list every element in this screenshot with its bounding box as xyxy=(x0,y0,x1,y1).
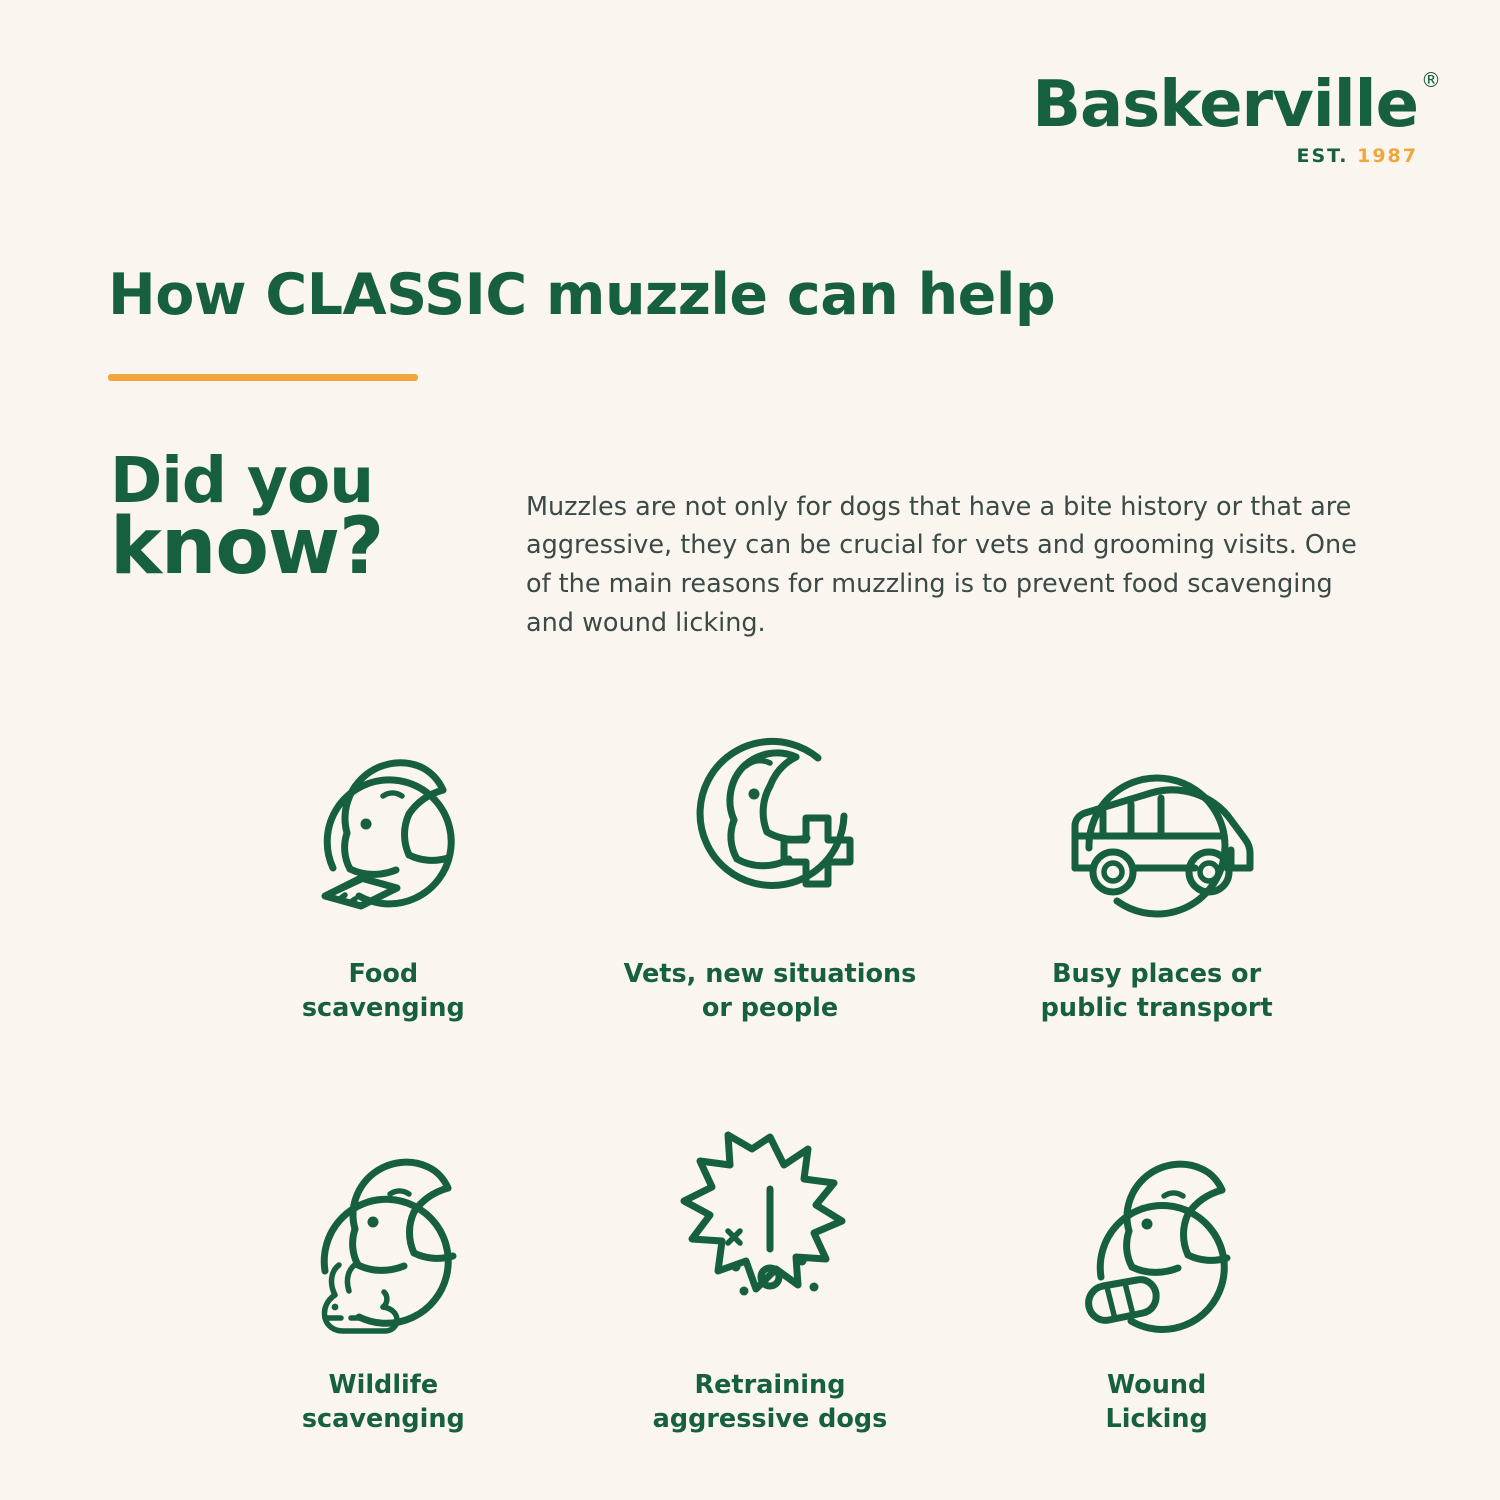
benefit-item xyxy=(577,1111,964,1436)
benefit-caption-line-1: Wound xyxy=(1107,1370,1207,1401)
intro-paragraph: Muzzles are not only for dogs that have a bite history or that are aggressive, they can be crucial for vets and grooming visits. One of the main reasons for muzzling is to prevent food scavenging and wound licking. xyxy=(526,491,1357,638)
brand-established xyxy=(1032,145,1418,167)
benefit-caption-line-2: aggressive dogs xyxy=(652,1403,888,1434)
benefit-caption xyxy=(302,958,465,1025)
did-you-know-line-2: know? xyxy=(110,501,384,592)
title-underline-divider xyxy=(108,374,418,381)
dog-bandaged-paw-icon xyxy=(1037,1111,1277,1351)
registered-trademark-icon: ® xyxy=(1421,68,1440,92)
benefit-caption-line-1: Wildlife xyxy=(328,1370,439,1401)
benefit-caption-line-1: Food xyxy=(348,959,419,989)
did-you-know-heading xyxy=(110,444,500,592)
brand-name xyxy=(1032,68,1440,142)
est-year: 1987 xyxy=(1357,145,1418,168)
dog-eating-sandwich-icon xyxy=(263,700,503,940)
brand-logo xyxy=(1032,68,1440,168)
benefit-caption-line-1: Busy places or xyxy=(1052,959,1262,989)
did-you-know-line-1: Did you xyxy=(110,444,374,517)
benefit-caption xyxy=(624,958,917,1025)
benefit-caption-line-2: public transport xyxy=(1040,992,1273,1023)
benefit-item xyxy=(190,1111,577,1436)
benefit-caption-line-2: scavenging xyxy=(301,1403,465,1434)
dog-rabbit-icon xyxy=(263,1111,503,1351)
benefit-item xyxy=(577,700,964,1025)
est-label: EST. xyxy=(1296,145,1349,168)
benefit-caption-line-1: Retraining xyxy=(694,1370,846,1401)
benefit-caption xyxy=(1106,1369,1208,1436)
benefit-item xyxy=(963,1111,1350,1436)
benefits-grid xyxy=(190,700,1350,1437)
bus-icon xyxy=(1037,700,1277,940)
benefit-caption xyxy=(302,1369,465,1436)
benefit-item xyxy=(190,700,577,1025)
page-title: How CLASSIC muzzle can help xyxy=(108,262,1056,328)
benefit-caption-line-2: scavenging xyxy=(301,992,465,1023)
benefit-caption-line-2: Licking xyxy=(1105,1403,1208,1434)
benefit-caption xyxy=(653,1369,888,1436)
benefit-caption-line-2: or people xyxy=(701,992,839,1023)
exclamation-burst-icon xyxy=(650,1111,890,1351)
benefit-item xyxy=(963,700,1350,1025)
brand-name-text: Baskerville xyxy=(1032,68,1418,142)
benefit-caption-line-1: Vets, new situations xyxy=(623,959,917,989)
dog-medical-cross-icon xyxy=(650,700,890,940)
benefit-caption xyxy=(1041,958,1273,1025)
